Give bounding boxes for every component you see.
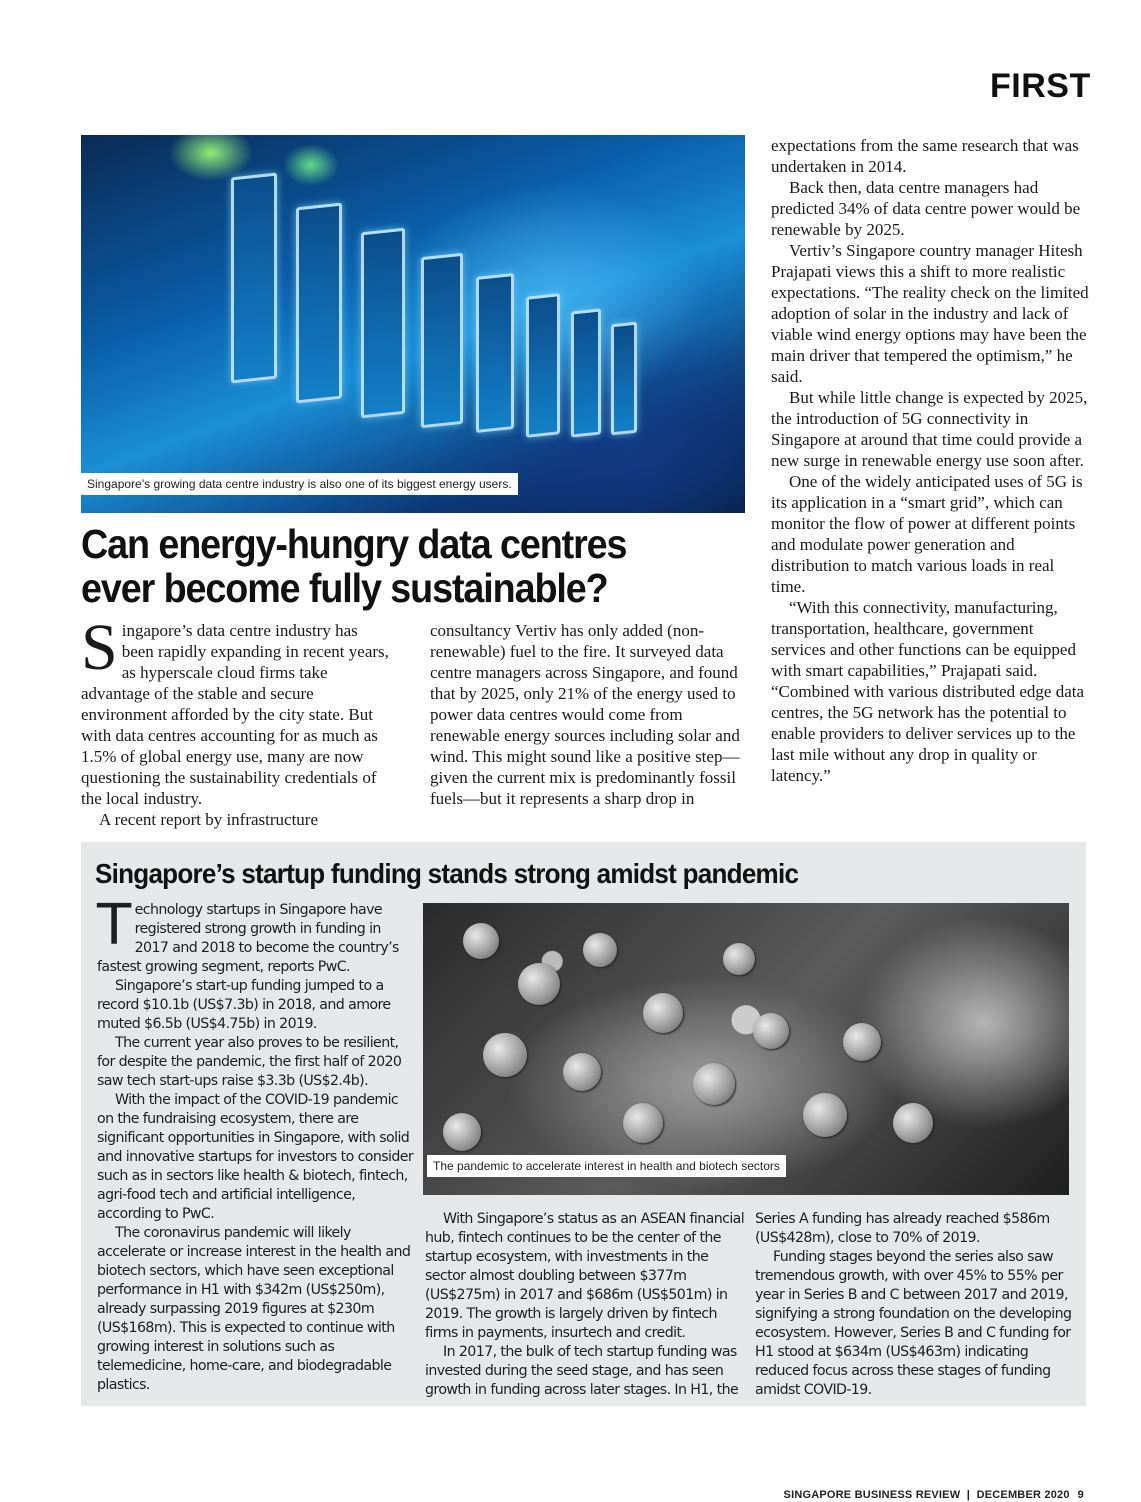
paragraph: With Singapore’s status as an ASEAN financial hub, fintech continues to be the center of the startup ecosystem, with investments in the sector almost doubling between $377m (US$275m) in 2017 and $686m (US$501m) in 2019. The growth is largely driven by fintech firms in payments, insurtech and credit. [425, 1211, 745, 1341]
paragraph: expectations from the same research that was undertaken in 2014. [771, 136, 1079, 176]
sidebar-column-2 [425, 1210, 747, 1400]
paragraph: Singapore’s data centre industry has been rapidly expanding in recent years, as hyperscale cloud firms take advantage of the stable and secure environment afforded by the city state. But with data centres accounting for as much as 1.5% of global energy use, many are now questioning the sustainability credentials of the local industry. [81, 611, 389, 808]
paragraph: “With this connectivity, manufacturing, transportation, healthcare, government services and other functions can be equipped with smart capabilities,” Prajapati said. “Combined with various distributed edge data centres, the 5G network has the potential to enable providers to deliver services up to the last mile without any drop in quality or latency.” [771, 598, 1085, 785]
paragraph: The current year also proves to be resilient, for despite the pandemic, the first half of 2020 saw tech start-ups raise $3.3b (US$2.4b). [97, 1035, 402, 1089]
paragraph: Vertiv’s Singapore country manager Hitesh Prajapati views this a shift to more realistic expectations. “The reality check on the limited adoption of solar in the industry and lack of viable wind energy options may have been the main driver that tempered the optimism,” he said. [771, 241, 1089, 386]
sidebar-article-headline: Singapore’s startup funding stands strong amidst pandemic [95, 858, 799, 889]
paragraph: A recent report by infrastructure [99, 810, 319, 829]
paragraph: Series A funding has already reached $586m (US$428m), close to 70% of 2019. [755, 1211, 1050, 1246]
drop-cap: S [81, 611, 118, 684]
sidebar-column-1 [97, 893, 415, 1395]
paragraph: Technology startups in Singapore have registered strong growth in funding in 2017 and 2018 to become the country’s fastest growing segment, reports PwC. [97, 893, 399, 975]
coins-photo [423, 903, 1069, 1195]
paragraph: With the impact of the COVID-19 pandemic on the fundraising ecosystem, there are significant opportunities in Singapore, with solid and innovative startups for investors to consider such as in sectors like health & biotech, fintech, agri-food tech and artificial intelligence, according to PwC. [97, 1092, 414, 1222]
section-label: FIRST [990, 67, 1091, 105]
paragraph: In 2017, the bulk of tech startup funding was invested during the seed stage, and has seen growth in funding across later stages. In H1, the [425, 1344, 739, 1398]
paragraph: One of the widely anticipated uses of 5G is its application in a “smart grid”, which can monitor the flow of power at different points and modulate power generation and distribution to match various loads in real time. [771, 472, 1083, 596]
page-footer [784, 1488, 1084, 1502]
data-centre-photo [81, 135, 745, 513]
page-number: 9 [1077, 1489, 1084, 1501]
article-column-2 [430, 620, 740, 809]
image-caption: Singapore’s growing data centre industry is also one of its biggest energy users. [81, 473, 518, 495]
publication-info: SINGAPORE BUSINESS REVIEW | DECEMBER 2020 [783, 1489, 1070, 1501]
paragraph: Back then, data centre managers had predicted 34% of data centre power would be renewable by 2025. [771, 178, 1081, 239]
paragraph: Singapore’s start-up funding jumped to a record $10.1b (US$7.3b) in 2018, and amore muted $6.5b (US$4.75b) in 2019. [97, 978, 391, 1032]
paragraph: The coronavirus pandemic will likely accelerate or increase interest in the health and biotech sectors, which have seen exceptional performance in H1 with $342m (US$250m), already surpassing 2019 figures at $230m (US$168m). This is expected to continue with growing interest in solutions such as telemedicine, home-care, and biodegradable plastics. [97, 1225, 411, 1393]
article-column-3 [771, 135, 1089, 786]
article-headline: Can energy-hungry data centres ever become fully sustainable? [81, 521, 627, 611]
drop-cap: T [97, 893, 131, 958]
image-caption: The pandemic to accelerate interest in health and biotech sectors [427, 1155, 786, 1177]
paragraph: But while little change is expected by 2025, the introduction of 5G connectivity in Singapore at around that time could provide a new surge in renewable energy use soon after. [771, 388, 1088, 470]
sidebar-column-3 [755, 1210, 1075, 1400]
article-column-1 [81, 611, 393, 830]
paragraph: Funding stages beyond the series also saw tremendous growth, with over 45% to 55% per year in Series B and C between 2017 and 2019, signifying a strong foundation on the developing ecosystem. However, Series B and C funding for H1 stood at $634m (US$463m) indicating reduced focus across these stages of funding amidst COVID-19. [755, 1249, 1072, 1398]
paragraph: consultancy Vertiv has only added (non-renewable) fuel to the fire. It surveyed data centre managers across Singapore, and found that by 2025, only 21% of the energy used to power data centres would come from renewable energy sources including solar and wind. This might sound like a positive step—given the current mix is predominantly fossil fuels—but it represents a sharp drop in [430, 621, 740, 808]
